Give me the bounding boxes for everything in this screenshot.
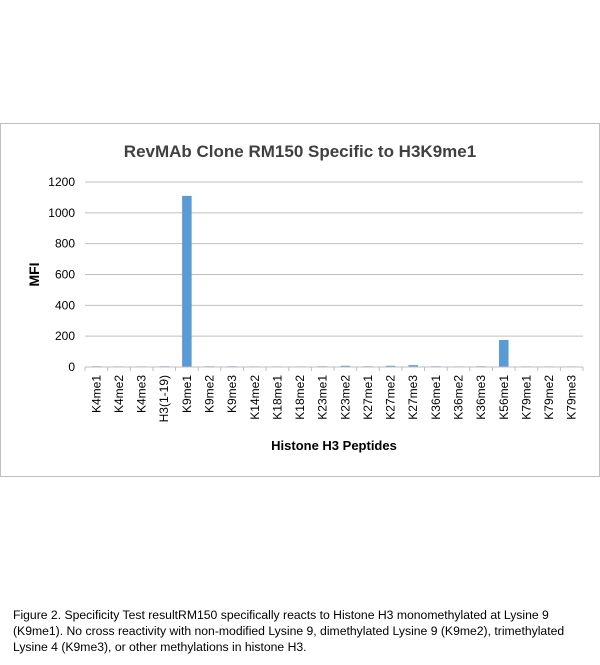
x-tick-label: K23me2	[338, 375, 353, 420]
y-tick-label: 600	[54, 267, 75, 282]
x-tick-label: K18me2	[293, 375, 308, 420]
y-tick-label: 1000	[48, 205, 75, 220]
chart-frame	[0, 123, 600, 477]
x-tick-label: K36me1	[428, 375, 443, 420]
bar	[499, 340, 509, 367]
x-axis-title: Histone H3 Peptides	[271, 438, 397, 453]
x-tick-label: K36me3	[474, 375, 489, 420]
y-tick-label: 1200	[48, 175, 75, 189]
y-axis-title: MFI	[26, 262, 42, 287]
x-tick-label: K9me3	[225, 375, 240, 414]
figure-caption: Figure 2. Specificity Test resultRM150 specifically reacts to Histone H3 monomethylated at Lysine 9 (K9me1). No cross reactivity with non-modified Lysine 9, dimethylated Lysine 9 (K9me2), trimethylated Lysine 4 (K9me3), or other methylations in histone H3.	[13, 608, 565, 654]
y-axis-tick-labels	[48, 175, 75, 374]
x-tick-label: K4me1	[89, 375, 104, 414]
chart-title: RevMAb Clone RM150 Specific to H3K9me1	[123, 142, 477, 161]
x-tick-label: K14me2	[247, 375, 262, 420]
bars	[92, 196, 577, 367]
gridlines	[85, 182, 583, 336]
y-tick-label: 800	[54, 236, 75, 251]
bar	[182, 196, 192, 367]
x-tick-label: K23me1	[315, 375, 330, 420]
y-tick-label: 400	[54, 298, 75, 313]
bar-chart	[1, 124, 599, 476]
x-tick-label: K36me2	[451, 375, 466, 420]
x-tick-label: K4me3	[134, 375, 149, 414]
x-tick-label: K79me1	[519, 375, 534, 420]
x-tick-label: K4me2	[111, 375, 126, 414]
x-tick-label: K56me1	[496, 375, 511, 420]
x-tick-label: K27me2	[383, 375, 398, 420]
x-tick-label: H3(1-19)	[157, 375, 172, 423]
x-axis-tick-labels	[85, 367, 583, 422]
x-tick-label: K9me2	[202, 375, 217, 414]
x-tick-label: K79me3	[564, 375, 579, 420]
y-tick-label: 200	[54, 329, 75, 344]
x-tick-label: K9me1	[179, 375, 194, 414]
y-tick-label: 0	[68, 360, 75, 374]
x-tick-label: K27me1	[360, 375, 375, 420]
x-tick-label: K18me1	[270, 375, 285, 420]
x-tick-label: K27me3	[406, 375, 421, 420]
x-tick-label: K79me2	[542, 375, 557, 420]
